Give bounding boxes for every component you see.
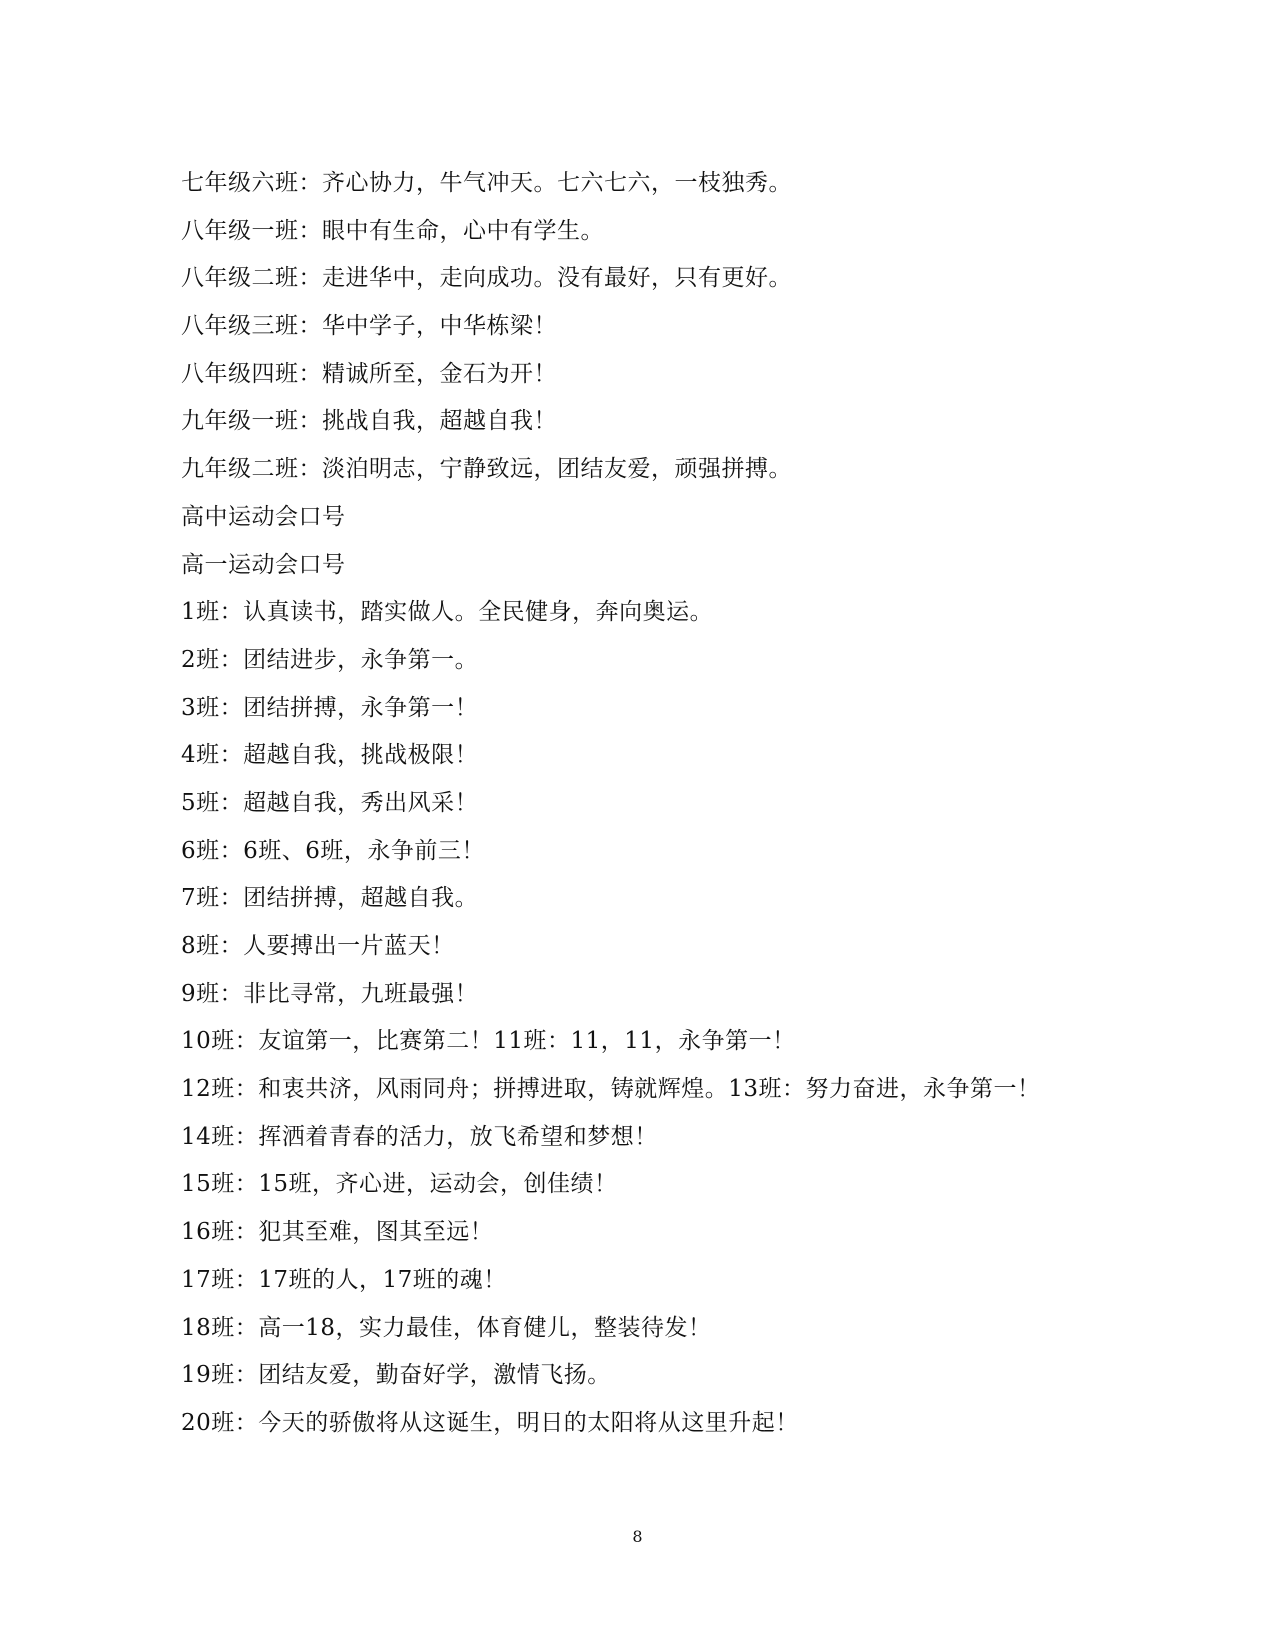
page-number: 8	[632, 1527, 643, 1546]
text-line: 七年级六班：齐心协力，牛气冲天。七六七六，一枝独秀。	[181, 170, 792, 196]
section-heading: 高中运动会口号	[181, 503, 346, 530]
text-line: 2班：团结进步，永争第一。	[181, 646, 479, 673]
text-line: 15班：15班，齐心进，运动会，创佳绩！	[181, 1171, 618, 1198]
text-line: 19班：团结友爱，勤奋好学，激情飞扬。	[181, 1362, 611, 1389]
document-body	[181, 160, 1181, 1448]
text-line: 7班：团结拼搏，超越自我。	[181, 885, 479, 912]
text-line: 九年级二班：淡泊明志，宁静致远，团结友爱，顽强拼搏。	[181, 456, 792, 483]
text-line: 16班：犯其至难，图其至远！	[181, 1219, 494, 1246]
text-line: 14班：挥洒着青春的活力，放飞希望和梦想！	[181, 1123, 658, 1150]
text-line: 4班：超越自我，挑战极限！	[181, 742, 479, 769]
text-line: 18班：高一18，实力最佳，体育健儿，整装待发！	[181, 1314, 712, 1341]
text-line: 八年级一班：眼中有生命，心中有学生。	[181, 217, 604, 244]
text-line: 3班：团结拼搏，永争第一！	[181, 694, 479, 721]
text-line: 八年级三班：华中学子，中华栋梁！	[181, 313, 557, 340]
text-line: 八年级二班：走进华中，走向成功。没有最好，只有更好。	[181, 265, 792, 292]
text-line: 九年级一班：挑战自我，超越自我！	[181, 408, 557, 435]
text-line: 八年级四班：精诚所至，金石为开！	[181, 360, 557, 387]
section-heading: 高一运动会口号	[181, 551, 346, 578]
text-line: 9班：非比寻常，九班最强！	[181, 980, 479, 1007]
text-line: 8班：人要搏出一片蓝天！	[181, 933, 455, 959]
text-line: 10班：友谊第一，比赛第二！11班：11，11，永争第一！	[181, 1028, 796, 1055]
text-line: 5班：超越自我，秀出风采！	[181, 789, 479, 816]
text-line: 17班：17班的人，17班的魂！	[181, 1266, 507, 1293]
text-line: 1班：认真读书，踏实做人。全民健身，奔向奥运。	[181, 599, 714, 626]
text-line: 20班：今天的骄傲将从这诞生，明日的太阳将从这里升起！	[181, 1409, 799, 1436]
text-line: 12班：和衷共济，风雨同舟；拼搏进取，铸就辉煌。13班：努力奋进，永争第一！	[181, 1076, 1041, 1103]
text-line: 6班：6班、6班，永争前三！	[181, 837, 485, 864]
